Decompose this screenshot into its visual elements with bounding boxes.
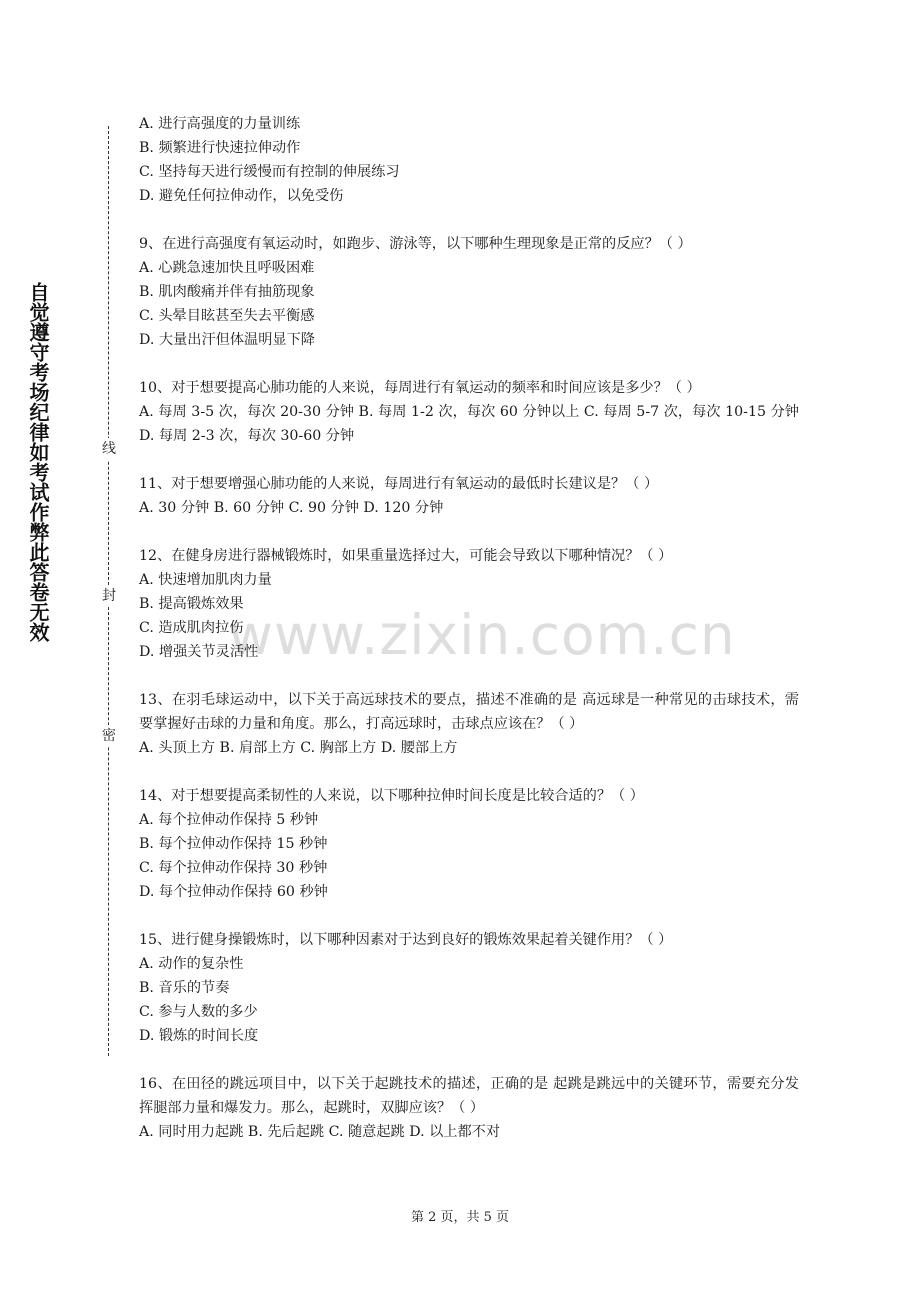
question-stem: 15、进行健身操锻炼时，以下哪种因素对于达到良好的锻炼效果起着关键作用？（ ） xyxy=(139,932,673,948)
question-10 xyxy=(139,376,799,448)
question-stem: 12、在健身房进行器械锻炼时，如果重量选择过大，可能会导致以下哪种情况？（ ） xyxy=(139,548,673,564)
exam-discipline-warning: 自觉遵守考场纪律如考试作弊此答卷无效 xyxy=(26,282,50,642)
question-stem: 14、对于想要提高柔韧性的人来说，以下哪种拉伸时间长度是比较合适的？（ ） xyxy=(139,788,644,804)
question-8-continued xyxy=(139,112,799,208)
watermark: www.zixin.com.cn xyxy=(228,603,736,667)
seal-mark-line: 线 xyxy=(98,438,120,460)
question-16 xyxy=(139,1072,799,1144)
option: D. 每个拉伸动作保持 60 秒钟 xyxy=(139,884,328,900)
question-11 xyxy=(139,472,799,520)
question-stem: 11、对于想要增强心肺功能的人来说，每周进行有氧运动的最低时长建议是？（ ） xyxy=(139,476,659,492)
question-14 xyxy=(139,784,799,904)
option: A. 进行高强度的力量训练 xyxy=(139,116,301,132)
option: A. 每个拉伸动作保持 5 秒钟 xyxy=(139,812,319,828)
option-line: A. 30 分钟 B. 60 分钟 C. 90 分钟 D. 120 分钟 xyxy=(139,500,444,516)
question-12 xyxy=(139,544,799,664)
option: D. 增强关节灵活性 xyxy=(139,644,259,660)
question-list xyxy=(139,112,799,1168)
option: D. 大量出汗但体温明显下降 xyxy=(139,332,315,348)
option: B. 每个拉伸动作保持 15 秒钟 xyxy=(139,836,328,852)
seal-mark-secret: 密 xyxy=(98,725,120,747)
option: B. 音乐的节奏 xyxy=(139,980,230,996)
question-9 xyxy=(139,232,799,352)
option: C. 坚持每天进行缓慢而有控制的伸展练习 xyxy=(139,164,400,180)
option: C. 每个拉伸动作保持 30 秒钟 xyxy=(139,860,328,876)
option: A. 心跳急速加快且呼吸困难 xyxy=(139,260,315,276)
option: A. 动作的复杂性 xyxy=(139,956,244,972)
option: D. 锻炼的时间长度 xyxy=(139,1028,259,1044)
question-stem: 13、在羽毛球运动中，以下关于高远球技术的要点，描述不准确的是 高远球是一种常见的击球技术，需要掌握好击球的力量和角度。那么，打高远球时，击球点应该在？（ ） xyxy=(139,692,799,732)
option: B. 提高锻炼效果 xyxy=(139,596,244,612)
option: B. 频繁进行快速拉伸动作 xyxy=(139,140,301,156)
option: C. 头晕目眩甚至失去平衡感 xyxy=(139,308,315,324)
question-stem: 10、对于想要提高心肺功能的人来说，每周进行有氧运动的频率和时间应该是多少？（ ） xyxy=(139,380,701,396)
option: C. 造成肌肉拉伤 xyxy=(139,620,244,636)
option-line: A. 同时用力起跳 B. 先后起跳 C. 随意起跳 D. 以上都不对 xyxy=(139,1124,501,1140)
question-stem: 16、在田径的跳远项目中，以下关于起跳技术的描述，正确的是 起跳是跳远中的关键环节，需要充分发挥腿部力量和爆发力。那么，起跳时，双脚应该？（ ） xyxy=(139,1076,799,1116)
question-13 xyxy=(139,688,799,760)
option: D. 避免任何拉伸动作，以免受伤 xyxy=(139,188,344,204)
option: B. 肌肉酸痛并伴有抽筋现象 xyxy=(139,284,315,300)
question-stem: 9、在进行高强度有氧运动时，如跑步、游泳等，以下哪种生理现象是正常的反应？（ ） xyxy=(139,236,692,252)
page-footer: 第 2 页，共 5 页 xyxy=(410,1210,510,1225)
option-line: A. 每周 3-5 次，每次 20-30 分钟 B. 每周 1-2 次，每次 60 分钟以上 C. 每周 5-7 次，每次 10-15 分钟 D. 每周 2-3 次，每次 30-60 分钟 xyxy=(139,404,799,444)
question-15 xyxy=(139,928,799,1048)
seal-mark-seal: 封 xyxy=(98,585,120,607)
option: A. 快速增加肌肉力量 xyxy=(139,572,272,588)
option: C. 参与人数的多少 xyxy=(139,1004,258,1020)
option-line: A. 头顶上方 B. 肩部上方 C. 胸部上方 D. 腰部上方 xyxy=(139,740,458,756)
